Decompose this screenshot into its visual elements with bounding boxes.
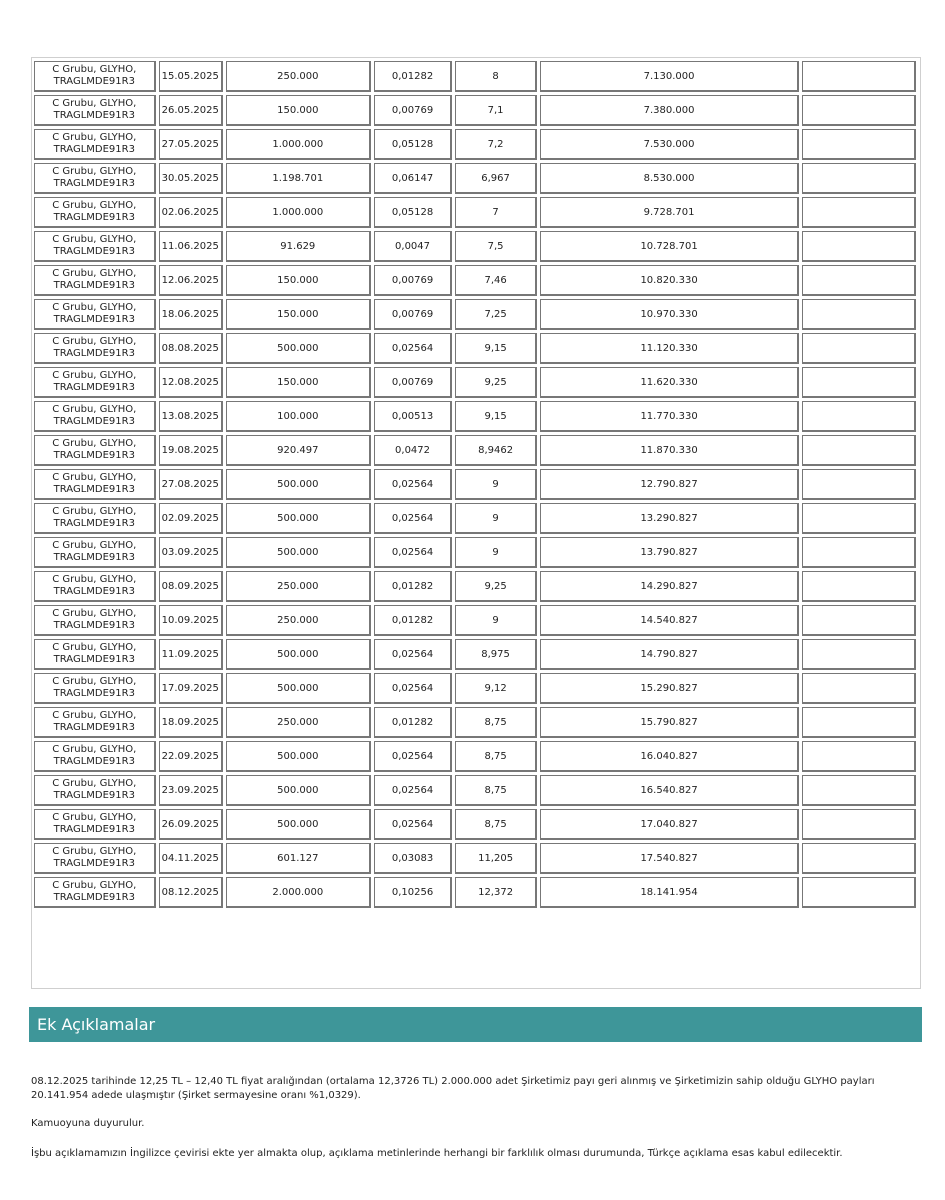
ratio-cell: 0,02564 (374, 741, 453, 772)
extra-cell (802, 639, 916, 670)
instrument-isin: TRAGLMDE91R3 (53, 416, 135, 427)
price-cell: 8,75 (455, 741, 536, 772)
date-cell: 30.05.2025 (159, 163, 223, 194)
extra-cell (802, 503, 916, 534)
note-paragraph-translation: İşbu açıklamamızın İngilizce çevirisi ekte yer almakta olup, açıklama metinlerinde herhangi bir farklılık olması durumunda, Türkçe açıklama esas kabul edilecektir. (31, 1148, 843, 1159)
instrument-group: C Grubu, GLYHO, (52, 336, 137, 347)
instrument-cell (34, 401, 156, 432)
amount-cell: 500.000 (226, 741, 371, 772)
extra-cell (802, 401, 916, 432)
ratio-cell: 0,00769 (374, 299, 453, 330)
date-cell: 04.11.2025 (159, 843, 223, 874)
amount-cell: 250.000 (226, 61, 371, 92)
instrument-isin: TRAGLMDE91R3 (53, 892, 135, 903)
instrument-isin: TRAGLMDE91R3 (53, 450, 135, 461)
table-row (34, 367, 916, 398)
note-paragraph-announcement: Kamuoyuna duyurulur. (31, 1118, 145, 1129)
instrument-group: C Grubu, GLYHO, (52, 200, 137, 211)
instrument-isin: TRAGLMDE91R3 (53, 552, 135, 563)
cumulative-cell: 11.870.330 (540, 435, 799, 466)
date-cell: 08.08.2025 (159, 333, 223, 364)
price-cell: 12,372 (455, 877, 536, 908)
section-header-additional-notes (29, 1007, 922, 1042)
date-cell: 26.09.2025 (159, 809, 223, 840)
table-row (34, 843, 916, 874)
date-cell: 08.12.2025 (159, 877, 223, 908)
amount-cell: 1.000.000 (226, 197, 371, 228)
price-cell: 9,15 (455, 333, 536, 364)
price-cell: 11,205 (455, 843, 536, 874)
instrument-group: C Grubu, GLYHO, (52, 438, 137, 449)
instrument-isin: TRAGLMDE91R3 (53, 722, 135, 733)
cumulative-cell: 11.620.330 (540, 367, 799, 398)
amount-cell: 500.000 (226, 775, 371, 806)
ratio-cell: 0,00513 (374, 401, 453, 432)
table-row (34, 401, 916, 432)
price-cell: 7,25 (455, 299, 536, 330)
instrument-group: C Grubu, GLYHO, (52, 846, 137, 857)
table-row (34, 95, 916, 126)
amount-cell: 500.000 (226, 537, 371, 568)
extra-cell (802, 537, 916, 568)
price-cell: 7,5 (455, 231, 536, 262)
price-cell: 6,967 (455, 163, 536, 194)
instrument-group: C Grubu, GLYHO, (52, 574, 137, 585)
date-cell: 08.09.2025 (159, 571, 223, 602)
note-paragraph-buyback: 08.12.2025 tarihinde 12,25 TL – 12,40 TL fiyat aralığından (ortalama 12,3726 TL) 2.000.000 adet Şirketimiz payı geri alınmış ve Şirketimizin sahip olduğu GLYHO payları 20.141.954 adede ulaşmıştır (Şirket sermayesine oranı %1,0329). (31, 1076, 875, 1101)
ratio-cell: 0,02564 (374, 537, 453, 568)
amount-cell: 500.000 (226, 503, 371, 534)
table-row (34, 571, 916, 602)
instrument-group: C Grubu, GLYHO, (52, 472, 137, 483)
table-body (34, 61, 916, 908)
cumulative-cell: 7.530.000 (540, 129, 799, 160)
amount-cell: 150.000 (226, 95, 371, 126)
cumulative-cell: 12.790.827 (540, 469, 799, 500)
table-row (34, 163, 916, 194)
ratio-cell: 0,01282 (374, 707, 453, 738)
date-cell: 10.09.2025 (159, 605, 223, 636)
instrument-group: C Grubu, GLYHO, (52, 676, 137, 687)
extra-cell (802, 741, 916, 772)
amount-cell: 500.000 (226, 333, 371, 364)
instrument-isin: TRAGLMDE91R3 (53, 144, 135, 155)
instrument-isin: TRAGLMDE91R3 (53, 382, 135, 393)
table-row (34, 707, 916, 738)
instrument-isin: TRAGLMDE91R3 (53, 348, 135, 359)
extra-cell (802, 367, 916, 398)
price-cell: 8,75 (455, 707, 536, 738)
table-row (34, 197, 916, 228)
price-cell: 8,9462 (455, 435, 536, 466)
instrument-group: C Grubu, GLYHO, (52, 642, 137, 653)
cumulative-cell: 13.790.827 (540, 537, 799, 568)
extra-cell (802, 435, 916, 466)
ratio-cell: 0,06147 (374, 163, 453, 194)
instrument-cell (34, 741, 156, 772)
ratio-cell: 0,05128 (374, 197, 453, 228)
extra-cell (802, 61, 916, 92)
table-row (34, 435, 916, 466)
buyback-transactions-table (31, 58, 919, 911)
ratio-cell: 0,02564 (374, 503, 453, 534)
ratio-cell: 0,00769 (374, 265, 453, 296)
date-cell: 11.06.2025 (159, 231, 223, 262)
extra-cell (802, 265, 916, 296)
extra-cell (802, 673, 916, 704)
instrument-group: C Grubu, GLYHO, (52, 540, 137, 551)
cumulative-cell: 15.290.827 (540, 673, 799, 704)
instrument-group: C Grubu, GLYHO, (52, 268, 137, 279)
instrument-cell (34, 571, 156, 602)
ratio-cell: 0,00769 (374, 95, 453, 126)
instrument-cell (34, 537, 156, 568)
cumulative-cell: 14.540.827 (540, 605, 799, 636)
price-cell: 9 (455, 537, 536, 568)
amount-cell: 500.000 (226, 639, 371, 670)
table-row (34, 333, 916, 364)
table-row (34, 265, 916, 296)
instrument-isin: TRAGLMDE91R3 (53, 76, 135, 87)
instrument-cell (34, 299, 156, 330)
instrument-isin: TRAGLMDE91R3 (53, 620, 135, 631)
cumulative-cell: 14.290.827 (540, 571, 799, 602)
cumulative-cell: 9.728.701 (540, 197, 799, 228)
instrument-group: C Grubu, GLYHO, (52, 166, 137, 177)
table-row (34, 231, 916, 262)
instrument-cell (34, 843, 156, 874)
instrument-group: C Grubu, GLYHO, (52, 132, 137, 143)
instrument-cell (34, 775, 156, 806)
amount-cell: 150.000 (226, 367, 371, 398)
ratio-cell: 0,01282 (374, 571, 453, 602)
extra-cell (802, 197, 916, 228)
ratio-cell: 0,00769 (374, 367, 453, 398)
amount-cell: 1.000.000 (226, 129, 371, 160)
date-cell: 27.08.2025 (159, 469, 223, 500)
buyback-table-container (31, 57, 921, 989)
price-cell: 8,75 (455, 809, 536, 840)
cumulative-cell: 10.970.330 (540, 299, 799, 330)
extra-cell (802, 333, 916, 364)
ratio-cell: 0,05128 (374, 129, 453, 160)
instrument-isin: TRAGLMDE91R3 (53, 654, 135, 665)
price-cell: 8 (455, 61, 536, 92)
instrument-isin: TRAGLMDE91R3 (53, 756, 135, 767)
date-cell: 27.05.2025 (159, 129, 223, 160)
extra-cell (802, 775, 916, 806)
table-row (34, 673, 916, 704)
table-row (34, 639, 916, 670)
instrument-cell (34, 197, 156, 228)
additional-notes (31, 1075, 916, 1161)
date-cell: 03.09.2025 (159, 537, 223, 568)
extra-cell (802, 95, 916, 126)
table-row (34, 741, 916, 772)
instrument-group: C Grubu, GLYHO, (52, 506, 137, 517)
amount-cell: 250.000 (226, 605, 371, 636)
date-cell: 02.09.2025 (159, 503, 223, 534)
price-cell: 7,2 (455, 129, 536, 160)
date-cell: 23.09.2025 (159, 775, 223, 806)
instrument-isin: TRAGLMDE91R3 (53, 280, 135, 291)
amount-cell: 1.198.701 (226, 163, 371, 194)
instrument-cell (34, 95, 156, 126)
ratio-cell: 0,01282 (374, 605, 453, 636)
amount-cell: 500.000 (226, 469, 371, 500)
instrument-cell (34, 333, 156, 364)
cumulative-cell: 16.040.827 (540, 741, 799, 772)
date-cell: 02.06.2025 (159, 197, 223, 228)
extra-cell (802, 877, 916, 908)
table-row (34, 537, 916, 568)
instrument-group: C Grubu, GLYHO, (52, 234, 137, 245)
cumulative-cell: 15.790.827 (540, 707, 799, 738)
instrument-cell (34, 61, 156, 92)
cumulative-cell: 10.728.701 (540, 231, 799, 262)
instrument-isin: TRAGLMDE91R3 (53, 178, 135, 189)
extra-cell (802, 163, 916, 194)
instrument-group: C Grubu, GLYHO, (52, 880, 137, 891)
amount-cell: 500.000 (226, 809, 371, 840)
instrument-group: C Grubu, GLYHO, (52, 370, 137, 381)
ratio-cell: 0,03083 (374, 843, 453, 874)
instrument-cell (34, 605, 156, 636)
instrument-cell (34, 129, 156, 160)
table-row (34, 809, 916, 840)
table-row (34, 299, 916, 330)
instrument-isin: TRAGLMDE91R3 (53, 790, 135, 801)
extra-cell (802, 231, 916, 262)
amount-cell: 500.000 (226, 673, 371, 704)
date-cell: 12.08.2025 (159, 367, 223, 398)
amount-cell: 150.000 (226, 265, 371, 296)
ratio-cell: 0,01282 (374, 61, 453, 92)
cumulative-cell: 13.290.827 (540, 503, 799, 534)
cumulative-cell: 16.540.827 (540, 775, 799, 806)
instrument-isin: TRAGLMDE91R3 (53, 110, 135, 121)
extra-cell (802, 469, 916, 500)
instrument-cell (34, 809, 156, 840)
price-cell: 8,75 (455, 775, 536, 806)
instrument-cell (34, 367, 156, 398)
date-cell: 18.06.2025 (159, 299, 223, 330)
table-row (34, 129, 916, 160)
cumulative-cell: 8.530.000 (540, 163, 799, 194)
instrument-group: C Grubu, GLYHO, (52, 64, 137, 75)
instrument-cell (34, 503, 156, 534)
instrument-group: C Grubu, GLYHO, (52, 710, 137, 721)
instrument-isin: TRAGLMDE91R3 (53, 688, 135, 699)
extra-cell (802, 571, 916, 602)
cumulative-cell: 7.380.000 (540, 95, 799, 126)
amount-cell: 91.629 (226, 231, 371, 262)
instrument-isin: TRAGLMDE91R3 (53, 484, 135, 495)
date-cell: 22.09.2025 (159, 741, 223, 772)
instrument-group: C Grubu, GLYHO, (52, 812, 137, 823)
instrument-cell (34, 469, 156, 500)
instrument-group: C Grubu, GLYHO, (52, 302, 137, 313)
instrument-cell (34, 877, 156, 908)
instrument-cell (34, 163, 156, 194)
date-cell: 26.05.2025 (159, 95, 223, 126)
ratio-cell: 0,02564 (374, 673, 453, 704)
instrument-group: C Grubu, GLYHO, (52, 778, 137, 789)
instrument-isin: TRAGLMDE91R3 (53, 314, 135, 325)
date-cell: 12.06.2025 (159, 265, 223, 296)
extra-cell (802, 605, 916, 636)
date-cell: 11.09.2025 (159, 639, 223, 670)
instrument-isin: TRAGLMDE91R3 (53, 518, 135, 529)
extra-cell (802, 809, 916, 840)
price-cell: 9 (455, 605, 536, 636)
extra-cell (802, 299, 916, 330)
amount-cell: 100.000 (226, 401, 371, 432)
price-cell: 7,46 (455, 265, 536, 296)
ratio-cell: 0,02564 (374, 469, 453, 500)
ratio-cell: 0,0472 (374, 435, 453, 466)
ratio-cell: 0,02564 (374, 809, 453, 840)
table-row (34, 61, 916, 92)
cumulative-cell: 10.820.330 (540, 265, 799, 296)
table-row (34, 877, 916, 908)
instrument-isin: TRAGLMDE91R3 (53, 212, 135, 223)
table-row (34, 605, 916, 636)
price-cell: 9,25 (455, 571, 536, 602)
amount-cell: 250.000 (226, 571, 371, 602)
amount-cell: 150.000 (226, 299, 371, 330)
instrument-cell (34, 707, 156, 738)
amount-cell: 250.000 (226, 707, 371, 738)
instrument-group: C Grubu, GLYHO, (52, 98, 137, 109)
instrument-isin: TRAGLMDE91R3 (53, 858, 135, 869)
price-cell: 7 (455, 197, 536, 228)
price-cell: 8,975 (455, 639, 536, 670)
date-cell: 18.09.2025 (159, 707, 223, 738)
instrument-group: C Grubu, GLYHO, (52, 608, 137, 619)
cumulative-cell: 11.120.330 (540, 333, 799, 364)
price-cell: 7,1 (455, 95, 536, 126)
price-cell: 9,25 (455, 367, 536, 398)
cumulative-cell: 17.040.827 (540, 809, 799, 840)
cumulative-cell: 17.540.827 (540, 843, 799, 874)
amount-cell: 920.497 (226, 435, 371, 466)
extra-cell (802, 129, 916, 160)
instrument-cell (34, 265, 156, 296)
price-cell: 9,12 (455, 673, 536, 704)
instrument-cell (34, 231, 156, 262)
ratio-cell: 0,02564 (374, 639, 453, 670)
cumulative-cell: 7.130.000 (540, 61, 799, 92)
price-cell: 9 (455, 503, 536, 534)
ratio-cell: 0,02564 (374, 333, 453, 364)
instrument-cell (34, 435, 156, 466)
table-row (34, 775, 916, 806)
table-row (34, 469, 916, 500)
date-cell: 13.08.2025 (159, 401, 223, 432)
instrument-group: C Grubu, GLYHO, (52, 744, 137, 755)
section-title: Ek Açıklamalar (37, 1015, 156, 1034)
date-cell: 17.09.2025 (159, 673, 223, 704)
date-cell: 19.08.2025 (159, 435, 223, 466)
instrument-isin: TRAGLMDE91R3 (53, 824, 135, 835)
price-cell: 9,15 (455, 401, 536, 432)
cumulative-cell: 11.770.330 (540, 401, 799, 432)
extra-cell (802, 707, 916, 738)
date-cell: 15.05.2025 (159, 61, 223, 92)
amount-cell: 601.127 (226, 843, 371, 874)
ratio-cell: 0,02564 (374, 775, 453, 806)
ratio-cell: 0,10256 (374, 877, 453, 908)
instrument-group: C Grubu, GLYHO, (52, 404, 137, 415)
cumulative-cell: 18.141.954 (540, 877, 799, 908)
ratio-cell: 0,0047 (374, 231, 453, 262)
price-cell: 9 (455, 469, 536, 500)
cumulative-cell: 14.790.827 (540, 639, 799, 670)
amount-cell: 2.000.000 (226, 877, 371, 908)
instrument-isin: TRAGLMDE91R3 (53, 586, 135, 597)
instrument-cell (34, 673, 156, 704)
extra-cell (802, 843, 916, 874)
table-row (34, 503, 916, 534)
instrument-cell (34, 639, 156, 670)
instrument-isin: TRAGLMDE91R3 (53, 246, 135, 257)
